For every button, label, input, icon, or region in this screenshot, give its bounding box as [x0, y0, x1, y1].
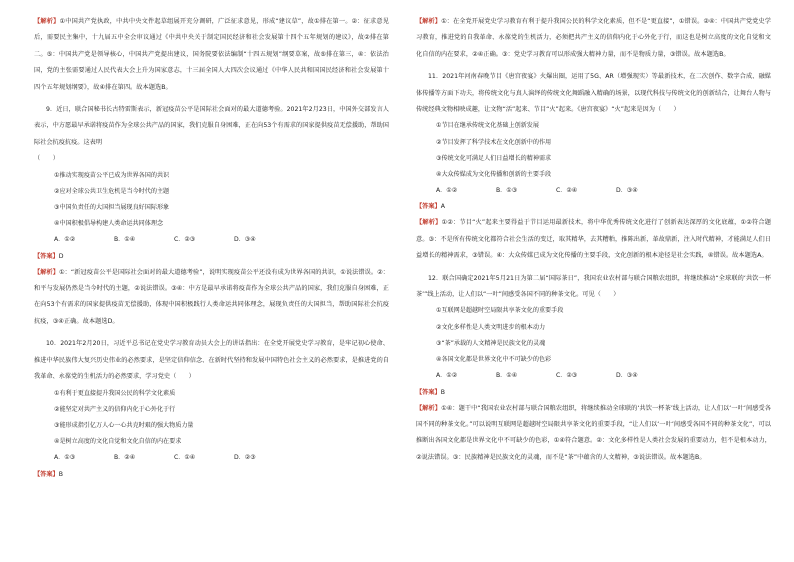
analysis-block-10: [416, 14, 771, 63]
q9-option-2: ②应对全球公共卫生危机是当今时代的主题: [54, 187, 170, 195]
q12-choice-d: D．③④: [616, 372, 638, 380]
question-10-text: 10．2021年2月20日，习近平总书记在党史学习教育动员大会上的讲话指出：在全党开展党史学习教育，是牢记初心使命、推进中华民族伟大复兴历史伟业的必然要求，是坚定信仰信念、在新时代坚持和发展中国特色社会主义的必然要求，是推进党的自我革命、永葆党的生机活力的必然要求，学习党史（ ）: [34, 340, 389, 381]
question-9-text: 9．近日，联合国秘书长古特雷斯表示，新冠疫苗公平是国际社会面对的最大道德考验。2021年2月23日，中国外交部发言人表示，中方愿最早承诺将疫苗作为全球公共产品的国家，我们克服自身困难，正在向53个有需求的国家提供疫苗无偿援助，帮助国际社会抗疫抗疫。这表明: [34, 106, 389, 146]
analysis-text: ①：“新冠疫苗公平是国际社会面对的最大道德考验”，说明实现疫苗公平还没有成为世界各国的共识，①说法错误。②：和平与发展仍然是当今时代的主题，②说法错误。③④：中方是最早承诺将疫苗作为全球公共产品的国家，我们克服自身困难，正在向53个有需求的国家提供疫苗无偿援助，体现中国积极践行人类命运共同体理念，展现负责任的大国担当，帮助国际社会抗疫抗疫，③④正确。故本题选D。: [34, 268, 389, 325]
analysis-tag: 【解析】: [34, 18, 60, 25]
q9-option-3: ③中国负责任的大国担当展现良好国际形象: [54, 204, 170, 212]
q11-answer: [416, 199, 771, 215]
q11-option-2: ②节目发挥了科学技术在文化创新中的作用: [436, 138, 552, 146]
answer-value: D: [58, 252, 64, 260]
q9-choice-c: C．②③: [174, 236, 196, 244]
q10-choice-d: D．②③: [234, 454, 256, 462]
left-column: [34, 14, 389, 483]
q9-answer: [34, 249, 389, 265]
answer-value: B: [58, 470, 63, 478]
q9-choice-b: B．①④: [114, 236, 136, 244]
q11-choice-b: B．①③: [496, 187, 518, 195]
q12-option-3: ③“茶”承载的人文精神是民族文化的灵魂: [436, 339, 546, 347]
q9-choices: [34, 232, 389, 248]
q10-choice-a: A．①③: [54, 454, 76, 462]
analysis-tag: 【解析】: [416, 404, 442, 412]
analysis-tag: 【解析】: [416, 219, 442, 227]
answer-tag: 【答案】: [34, 470, 59, 478]
analysis-block-8: [34, 14, 389, 96]
question-12: [416, 271, 771, 304]
q9-option-4: ④中国积极倡导构建人类命运共同体理念: [54, 220, 164, 228]
q12-option-4: ④各国文化都是世界文化中不可缺少的色彩: [436, 356, 552, 364]
answer-tag: 【答案】: [34, 252, 59, 260]
q10-choices: [34, 450, 389, 466]
question-9-paren: （ ）: [34, 155, 59, 163]
question-11: [416, 69, 771, 118]
question-9: [34, 102, 389, 151]
question-12-text: 12．联合国确定2021年5月21日为第二届“国际茶日”，我国农业农村部与联合国粮农组织，将继续推动“全球联的‘共饮一杯茶’”线上活动，让人们以“一叶”间感受各国不同的种茶文化。可见（ ）: [416, 274, 771, 299]
analysis-tag: 【解析】: [416, 18, 442, 25]
q11-option-4: ④大众传媒成为文化传播和创新的主要手段: [436, 171, 552, 179]
answer-tag: 【答案】: [416, 203, 441, 211]
q10-choice-b: B．②④: [114, 454, 136, 462]
q9-analysis: [34, 265, 389, 331]
q11-choice-c: C．②④: [556, 187, 578, 195]
answer-tag: 【答案】: [416, 388, 441, 396]
q9-option-1: ①推动实现疫苗公平已成为世界各国的共识: [54, 171, 170, 179]
question-10: [34, 336, 389, 385]
right-column: [416, 14, 771, 466]
analysis-text: ①②：节目“火”起来主要得益于节目运用最新技术，将中华优秀传统文化进行了创新表达深厚的文化底蕴，①②符合题意。③：不是所有传统文化都符合社会生活的变迁，取其精华，去其糟粕，推陈出新，革故鼎新，注入时代精神，才能满足人们日益增长的精神需求，③错误。④：大众传媒已成为文化传播的主要手段，文化创新的根本途径是社会实践，④错误。故本题选A。: [416, 219, 772, 260]
q12-choice-b: B．①④: [496, 372, 518, 380]
q12-answer: [416, 385, 771, 401]
q11-option-1: ①节目在继承传统文化基础上创新发展: [436, 122, 539, 130]
question-11-text: 11．2021年河南春晚节目《唐宫夜宴》火爆出圈，运用了5G、AR（增强现实）等最新技术，在二次创作、数字合成、融媒体传播等方面下功夫，将传统文化与真人演绎的传统文化舞蹈融入精确的场景，以现代科技与传统文化的创新结合，让舞台人物与传统经典文物相映成趣，让文物“活”起来、节目“火”起来。《唐宫夜宴》“火”起来是因为（ ）: [416, 73, 771, 114]
analysis-tag: 【解析】: [34, 268, 60, 276]
q10-answer: [34, 467, 389, 483]
q10-option-2: ②能坚定对共产主义的信仰内化于心外化于行: [54, 405, 176, 413]
q12-choices: [416, 368, 771, 384]
q12-analysis: [416, 401, 771, 467]
q11-choice-a: A．①②: [436, 187, 458, 195]
answer-value: A: [440, 203, 445, 211]
q11-analysis: [416, 215, 771, 264]
q12-choice-a: A．①②: [436, 372, 458, 380]
analysis-text: ①：在全党开展党史学习教育有利于提升我国公民的科学文化素质，但不是“更直接”，①错误。②④：中国共产党党史学习教育，推进党的自我革命、永葆党的生机活力，必须把共产主义的信仰内化于心外化于行，而这也是树立高度的文化自觉和文化自信的内在要求，②④正确。③：党史学习教育可以形成强大精神力量，而不是物质力量，③错误。故本题选B。: [416, 18, 772, 58]
analysis-text: ①中国共产党执政，中共中央文件起草组展开充分调研，广泛征求意见，形成“建议草”，故①排在第一。②：征求意见后，需要民主集中，十九届五中全会审议通过《中共中央关于制定国民经济和社会发展第十四个五年规划的建议》，故②排在第二。⑤：中国共产党是领导核心，中国共产党提出建议，国务院要依法编制“十四五规划”纲要草案，故⑤排在第三，④：依法治国，党的主张需要通过人民代表大会上升为国家意志，十三届全国人大四次会议通过《中华人民共和国国民经济和社会发展第十四个五年规划纲要》，故④排在第四。故本题选B。: [34, 18, 390, 91]
q11-option-3: ③传统文化可满足人们日益增长的精神需求: [436, 154, 552, 162]
q11-choice-d: D．③④: [616, 187, 638, 195]
q9-choice-d: D．③④: [234, 236, 256, 244]
q9-choice-a: A．①②: [54, 236, 76, 244]
q10-option-3: ③能形成指引亿万人心一心共克时艰的强大物质力量: [54, 421, 194, 429]
q11-choices: [416, 183, 771, 199]
q12-option-2: ②文化多样性是人类文明进步的根本动力: [436, 323, 546, 331]
q10-option-1: ①有利于更直接提升我国公民的科学文化素质: [54, 389, 176, 397]
analysis-text: ①④：题干中“我国农业农村部与联合国粮农组织，将继续推动全球联的‘共饮一杯茶’线上活动，让人们以‘一叶’间感受各国不同的种茶文化。”可以说明互联网是超越时空局限共享茶文化的重要手段，“让人们以‘一叶’间感受各国不同的种茶文化”，可以推断出各国文化都是世界文化中不可缺少的色彩，①④符合题意。②：文化多样性是人类社会发展的重要动力，但不是根本动力，②说法错误。③：民族精神是民族文化的灵魂，而不是“茶”中蕴含的人文精神，③说法错误。故本题选B。: [416, 404, 771, 461]
q12-choice-c: C．②③: [556, 372, 578, 380]
q10-option-4: ④是树立高度的文化自觉和文化自信的内在要求: [54, 438, 182, 446]
answer-value: B: [440, 388, 445, 396]
q10-choice-c: C．①④: [174, 454, 196, 462]
q12-option-1: ①互联网是超越时空局限共享茶文化的重要手段: [436, 307, 564, 315]
